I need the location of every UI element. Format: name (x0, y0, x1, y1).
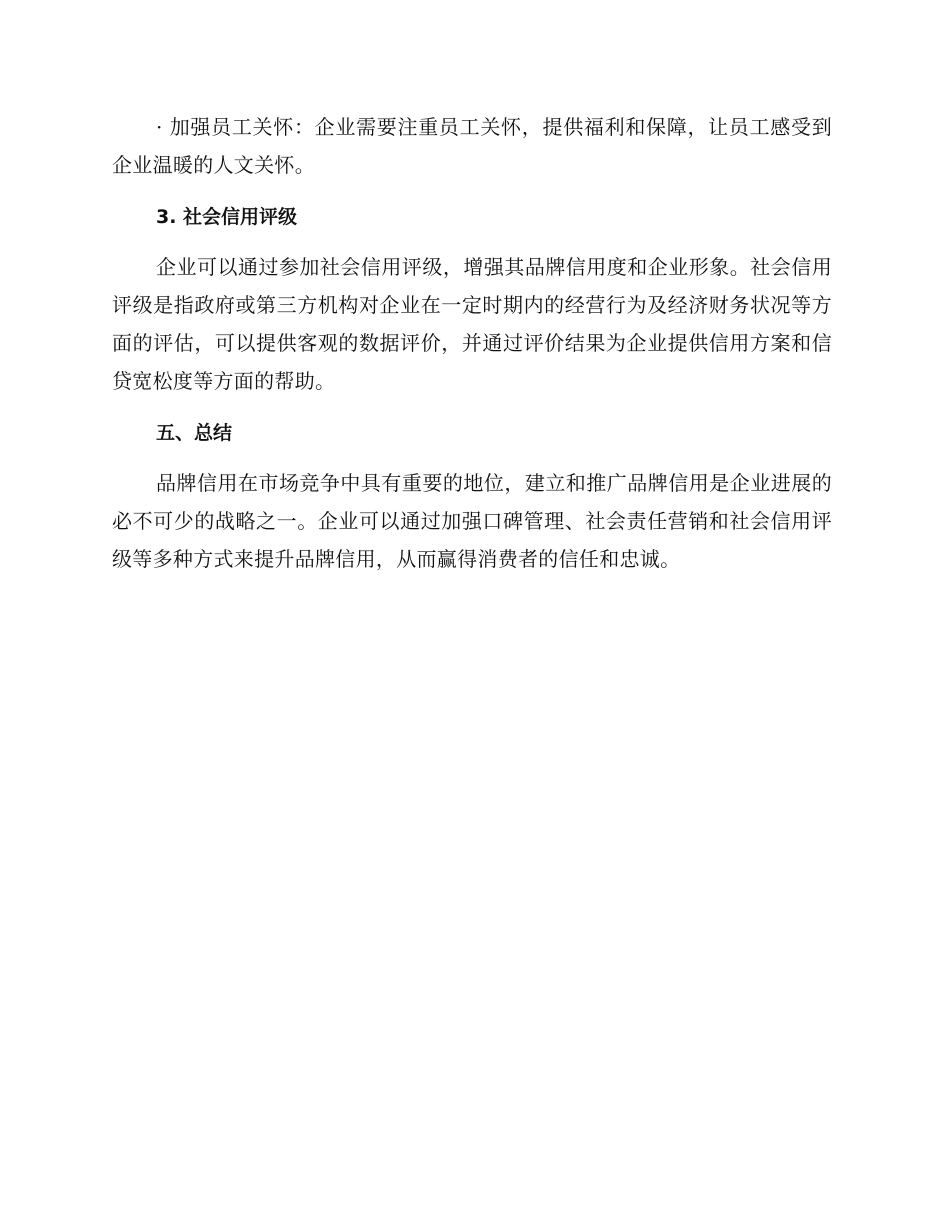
spacer (112, 452, 832, 464)
spacer (112, 236, 832, 248)
section-heading-social-credit: 3. 社会信用评级 (156, 206, 298, 228)
spacer (112, 184, 832, 198)
section-heading-summary: 五、总结 (156, 422, 233, 444)
document-body (112, 108, 832, 578)
spacer (112, 400, 832, 414)
paragraph-summary: 品牌信用在市场竞争中具有重要的地位，建立和推广品牌信用是企业进展的必不可少的战略之一。企业可以通过加强口碑管理、社会责任营销和社会信用评级等多种方式来提升品牌信用，从而赢得消费者的信任和忠诚。 (112, 471, 832, 571)
paragraph-social-credit: 企业可以通过参加社会信用评级，增强其品牌信用度和企业形象。社会信用评级是指政府或第三方机构对企业在一定时期内的经营行为及经济财务状况等方面的评估，可以提供客观的数据评价，并通过评价结果为企业提供信用方案和信贷宽松度等方面的帮助。 (112, 255, 832, 393)
bullet-paragraph-employee-care: · 加强员工关怀：企业需要注重员工关怀，提供福利和保障，让员工感受到企业温暖的人文关怀。 (112, 115, 832, 177)
